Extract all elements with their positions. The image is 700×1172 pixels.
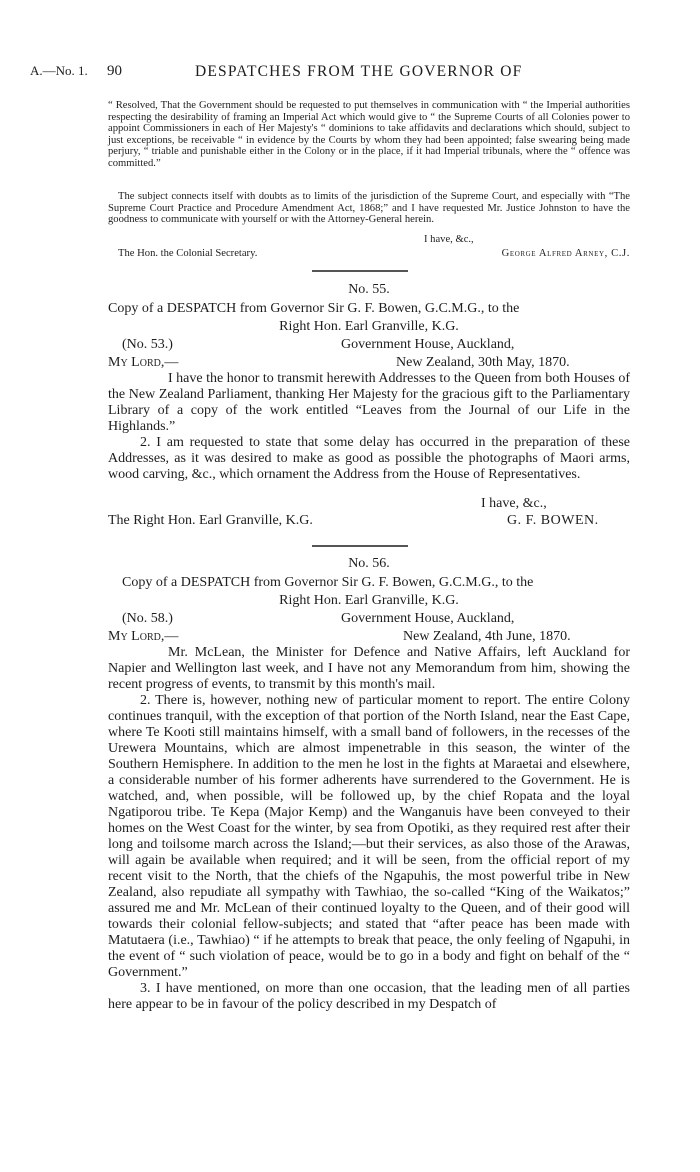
salutation: My Lord,— — [108, 629, 179, 644]
place: Government House, Auckland, — [341, 611, 515, 626]
resolution-quote — [108, 100, 630, 170]
date: New Zealand, 30th May, 1870. — [396, 355, 570, 370]
place: Government House, Auckland, — [341, 337, 515, 352]
resolution-subject — [108, 191, 630, 226]
despatch-number: No. 56. — [348, 556, 390, 571]
despatch-title-line2: Right Hon. Earl Granville, K.G. — [279, 319, 459, 334]
salutation: My Lord,— — [108, 355, 179, 370]
paragraph: Mr. McLean, the Minister for Defence and Native Affairs, left Auckland for Napier and Wellington last week, and I have not any Memorandum from him, showing the recent progress of events, to transmit by this month's mail. — [108, 645, 630, 692]
date: New Zealand, 4th June, 1870. — [403, 629, 571, 644]
closing-line: I have, &c., — [481, 496, 547, 511]
despatch-number: No. 55. — [348, 282, 390, 297]
despatch-56-dateline — [108, 611, 630, 647]
section-divider — [312, 545, 408, 547]
despatch-56-heading — [108, 556, 630, 616]
despatch-55-body — [108, 371, 630, 483]
paragraph: 2. There is, however, nothing new of particular moment to report. The entire Colony continues tranquil, with the exception of that portion of the North Island, near the East Cape, where Te Kooti still maintains himself, with a small band of followers, in the recesses of the Urewera Mountains, which are almost impenetrable in this season, the winter of the Southern Hemisphere. In addition to the men he lost in the fights at Maraetai and elsewhere, a considerable number of his former adherents have surrendered to the Government. He is watched, and, when possible, will be followed up, by the chief Ropata and the loyal Ngatiporou tribe. Te Kepa (Major Kemp) and the Wanganuis have been conveyed to their homes on the West Coast for the winter, by sea from Opotiki, as they required rest after their long and toilsome march across the Island;—but their services, as also those of the Arawas, will again be available when required; and it will be seen, from the official report of my recent visit to the North, that the chiefs of the Ngapuhis, the most powerful tribe in New Zealand, also repudiate all sympathy with Tawhiao, the so-called “King of the Waikatos;” assured me and Mr. McLean of their continued loyalty to the Queen, and of their good will towards their colonial fellow-subjects; and stated that “after peace has been made with Matutaera (i.e., Tawhiao) “ if he attempts to break that peace, the only feeling of Ngapuhi, in the event of “ such violation of peace, would be to go in a body and fight on behalf of the “ Government.” — [108, 693, 630, 980]
signature: G. F. BOWEN. — [507, 513, 599, 528]
reference-number: (No. 58.) — [122, 611, 173, 626]
paragraph: I have the honor to transmit herewith Addresses to the Queen from both Houses of the New Zealand Parliament, thanking Her Majesty for the gracious gift to the Parliamentary Library of a copy of the work entitled “Leaves from the Journal of our Life in the Highlands.” — [108, 371, 630, 434]
subject-text: The subject connects itself with doubts as to limits of the jurisdiction of the Supreme Court, and especially with “The Supreme Court Practice and Procedure Amendment Act, 1868;” and I have requested Mr. Justice Johnston to have the goodness to communicate with yourself or with the Attorney-General herein. — [108, 191, 630, 226]
despatch-55-heading — [108, 282, 630, 342]
resolution-text: “ Resolved, That the Government should be requested to put themselves in communication with “ the Imperial authorities respecting the desirability of framing an Imperial Act which would give to “ the Supreme Courts of all Colonies power to appoint Commissioners in each of Her Majesty's “ dominions to take affidavits and declarations which should, subject to just exceptions, be receivable “ in evidence by the Courts by whom they had been appointed; false swearing being made perjury, “ triable and punishable either in the Colony or in the place, if it had Imperial tribunals, where the “ offence was committed.” — [108, 100, 630, 169]
running-title: DESPATCHES FROM THE GOVERNOR OF — [195, 63, 523, 80]
despatch-title-line2: Right Hon. Earl Granville, K.G. — [279, 593, 459, 608]
despatch-title-line1: Copy of a DESPATCH from Governor Sir G. F. Bowen, G.C.M.G., to the — [108, 301, 520, 316]
despatch-title-line1: Copy of a DESPATCH from Governor Sir G. F. Bowen, G.C.M.G., to the — [122, 575, 534, 590]
parliamentary-reference: A.—No. 1. — [30, 63, 88, 78]
paragraph: 2. I am requested to state that some delay has occurred in the preparation of these Addresses, as it was desired to make as good as possible the photographs of Maori arms, wood carving, &c., which ornament the Address from the House of Representatives. — [108, 435, 630, 482]
page-header — [0, 63, 700, 83]
reference-number: (No. 53.) — [122, 337, 173, 352]
closing-line: I have, &c., — [424, 234, 474, 245]
paragraph: 3. I have mentioned, on more than one occasion, that the leading men of all parties here appear to be in favour of the policy described in my Despatch of — [108, 981, 630, 1012]
signature: George Alfred Arney, C.J. — [501, 248, 630, 259]
page-number: 90 — [107, 63, 122, 79]
addressee: The Hon. the Colonial Secretary. — [118, 248, 258, 259]
section-divider — [312, 270, 408, 272]
despatch-56-body — [108, 645, 630, 1013]
despatch-55-signoff — [108, 496, 630, 532]
despatch-55-dateline — [108, 337, 630, 373]
addressee: The Right Hon. Earl Granville, K.G. — [108, 513, 313, 528]
